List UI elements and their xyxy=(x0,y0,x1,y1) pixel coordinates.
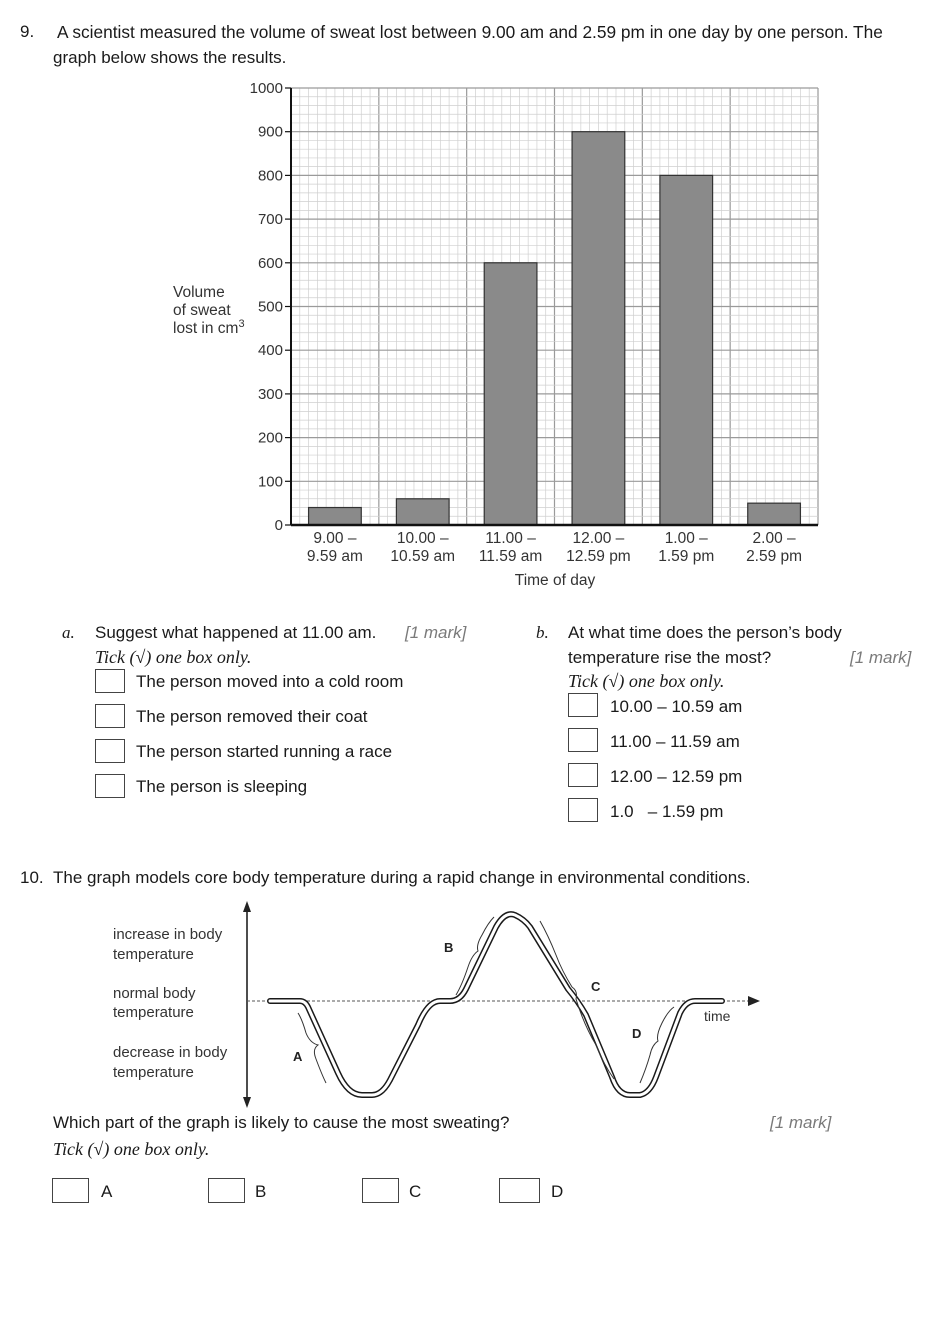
x-tick-label-3-line1: 12.00 – xyxy=(572,530,625,547)
label-decrease-1: decrease in body xyxy=(113,1044,228,1061)
sweat-bar-chart xyxy=(0,0,937,600)
y-tick-label-800: 800 xyxy=(257,167,283,185)
q10-checkbox-d[interactable] xyxy=(499,1178,540,1203)
label-normal-2: temperature xyxy=(113,1004,194,1021)
label-increase-1: increase in body xyxy=(113,926,223,943)
q9a-letter: a. xyxy=(62,623,75,642)
chart-xlabel: Time of day xyxy=(514,572,596,589)
bar-3 xyxy=(572,132,625,525)
q10-option-a: A xyxy=(101,1182,113,1201)
q9b-checkbox-1[interactable] xyxy=(568,693,598,717)
y-tick-label-200: 200 xyxy=(257,429,283,447)
x-tick-label-1-line1: 10.00 – xyxy=(396,530,449,547)
bar-5 xyxy=(748,503,801,525)
q9b-instruction: Tick (√) one box only. xyxy=(568,671,725,691)
q10-stem: The graph models core body temperature during a rapid change in environmental conditions. xyxy=(53,868,751,887)
temperature-curve xyxy=(270,914,722,1095)
x-tick-label-1-line2: 10.59 am xyxy=(390,548,456,565)
x-tick-label-5-line1: 2.00 – xyxy=(752,530,796,547)
q10-instruction: Tick (√) one box only. xyxy=(53,1139,210,1159)
q10-option-d: D xyxy=(551,1182,564,1201)
q9a-option-4: The person is sleeping xyxy=(136,777,308,796)
label-normal-1: normal body xyxy=(113,985,196,1002)
section-label-a: A xyxy=(293,1049,303,1064)
q9a-checkbox-3[interactable] xyxy=(95,739,125,763)
y-tick-label-700: 700 xyxy=(257,211,283,229)
y-tick-label-300: 300 xyxy=(257,385,283,403)
q9b-option-2: 11.00 – 11.59 am xyxy=(610,732,740,751)
label-time: time xyxy=(704,1008,731,1024)
x-tick-label-0-line2: 9.59 am xyxy=(306,548,363,565)
q10-number: 10. xyxy=(20,868,44,887)
q9b-question-line2: temperature rise the most? xyxy=(568,648,772,667)
q10-option-b: B xyxy=(255,1182,267,1201)
bracket-b xyxy=(456,917,494,995)
q9b-option-4: 1.0 – 1.59 pm xyxy=(610,802,724,821)
q9b-marks: [1 mark] xyxy=(850,648,912,667)
q10-checkbox-b[interactable] xyxy=(208,1178,245,1203)
chart-ylabel-line1: Volume xyxy=(173,284,225,301)
q9b-letter: b. xyxy=(536,623,549,642)
q10-checkbox-c[interactable] xyxy=(362,1178,399,1203)
q9b-option-3: 12.00 – 12.59 pm xyxy=(610,767,743,786)
bar-2 xyxy=(484,263,537,525)
time-arrow-icon xyxy=(748,996,760,1006)
x-tick-label-4-line2: 1.59 pm xyxy=(658,548,715,565)
x-tick-label-0-line1: 9.00 – xyxy=(313,530,357,547)
q9b-checkbox-3[interactable] xyxy=(568,763,598,787)
q9a-question: Suggest what happened at 11.00 am. xyxy=(95,623,377,642)
q10-marks: [1 mark] xyxy=(770,1113,832,1132)
q9a-option-2: The person removed their coat xyxy=(136,707,368,726)
body-temperature-diagram xyxy=(0,895,937,1125)
x-tick-label-4-line1: 1.00 – xyxy=(664,530,708,547)
y-tick-label-900: 900 xyxy=(257,123,283,141)
bar-1 xyxy=(396,499,449,525)
q9-stem-line1: A scientist measured the volume of sweat lost between 9.00 am and 2.59 pm in one day by one person. The xyxy=(57,22,883,42)
x-tick-label-3-line2: 12.59 pm xyxy=(566,548,631,565)
q10-option-c: C xyxy=(409,1182,422,1201)
y-tick-label-100: 100 xyxy=(257,473,283,491)
x-tick-label-5-line2: 2.59 pm xyxy=(746,548,803,565)
q9b-option-1: 10.00 – 10.59 am xyxy=(610,697,743,716)
y-tick-label-600: 600 xyxy=(257,254,283,272)
chart-ylabel-line2: of sweat xyxy=(173,302,231,319)
y-tick-label-400: 400 xyxy=(257,342,283,360)
y-tick-label-0: 0 xyxy=(274,517,283,534)
chart-ylabel-line3: lost in $cm^3$ xyxy=(173,318,245,337)
y-tick-label-500: 500 xyxy=(257,298,283,316)
bar-0 xyxy=(309,508,362,525)
q9a-checkbox-1[interactable] xyxy=(95,669,125,693)
q9a-option-3: The person started running a race xyxy=(136,742,393,761)
q9b-question-line1: At what time does the person’s body xyxy=(568,623,842,642)
section-label-c: C xyxy=(591,979,601,994)
section-label-b: B xyxy=(444,940,454,955)
x-tick-label-2-line1: 11.00 – xyxy=(485,530,536,547)
chart-grid xyxy=(291,88,818,525)
bracket-a xyxy=(298,1013,326,1083)
q10-checkbox-a[interactable] xyxy=(52,1178,89,1203)
q10-question: Which part of the graph is likely to cause the most sweating? xyxy=(53,1113,510,1132)
axis-arrow-up-icon xyxy=(243,901,251,912)
label-increase-2: temperature xyxy=(113,946,194,963)
section-label-d: D xyxy=(632,1026,642,1041)
label-decrease-2: temperature xyxy=(113,1064,194,1081)
q9a-marks: [1 mark] xyxy=(405,623,467,642)
q9-number: 9. xyxy=(20,22,35,41)
x-tick-label-2-line2: 11.59 am xyxy=(478,548,543,565)
q9a-instruction: Tick (√) one box only. xyxy=(95,647,252,667)
q9a-checkbox-4[interactable] xyxy=(95,774,125,798)
axis-arrow-down-icon xyxy=(243,1097,251,1108)
q9b-checkbox-2[interactable] xyxy=(568,728,598,752)
y-tick-label-1000: 1000 xyxy=(249,80,283,97)
q9b-checkbox-4[interactable] xyxy=(568,798,598,822)
q9a-option-1: The person moved into a cold room xyxy=(136,672,404,691)
bar-4 xyxy=(660,175,713,525)
q9-stem-line2: graph below shows the results. xyxy=(53,48,287,67)
q9a-checkbox-2[interactable] xyxy=(95,704,125,728)
